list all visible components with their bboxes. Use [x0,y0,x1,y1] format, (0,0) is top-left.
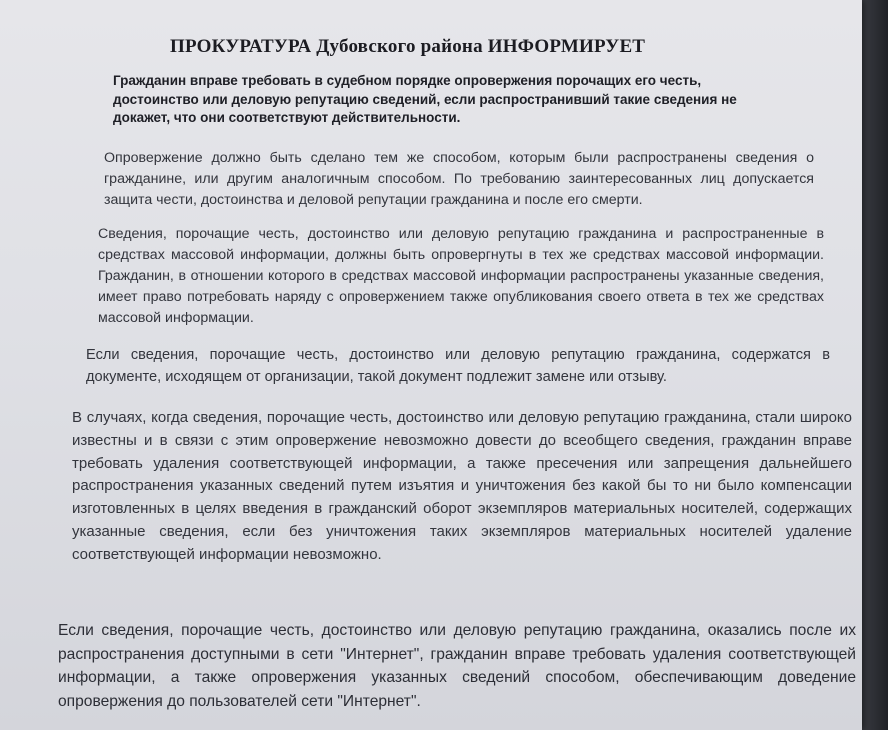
paragraph-1: Опровержение должно быть сделано тем же способом, которым были распространены сведения о гражданине, или другим аналогичным способом. По требованию заинтересованных лиц допускается защита чести, достоинства и деловой репутации гражданина и после его смерти. [104,150,814,208]
background-surface [862,0,888,730]
paragraph-5: Если сведения, порочащие честь, достоинство или деловую репутацию гражданина, оказались после их распространения доступными в сети "Интернет", гражданин вправе требовать удаления соответствующей информации, а также опровержения указанных сведений способом, обеспечивающим доведение опровержения до пользователей сети "Интернет". [58,622,856,710]
paragraph-3: Если сведения, порочащие честь, достоинство или деловую репутацию гражданина, содержатся в документе, исходящем от организации, такой документ подлежит замене или отзыву. [86,347,830,385]
paragraph-4: В случаях, когда сведения, порочащие честь, достоинство или деловую репутацию гражданина, стали широко известны и в связи с этим опровержение невозможно довести до всеобщего сведения, гражданин вправе требовать удаления соответствующей информации, а также пресечения или запрещения дальнейшего распространения указанных сведений путем изъятия и уничтожения без какой бы то ни было компенсации изготовленных в целях введения в гражданский оборот экземпляров материальных носителей, содержащих указанные сведения, если без уничтожения таких экземпляров материальных носителей удаление соответствующей информации невозможно. [72,409,852,563]
paragraph-2: Сведения, порочащие честь, достоинство или деловую репутацию гражданина и распространенные в средствах массовой информации, должны быть опровергнуты в тех же средствах массовой информации. Гражданин, в отношении которого в средствах массовой информации распространены указанные сведения, имеет право потребовать наряду с опровержением также опубликования своего ответа в тех же средствах массовой информации. [98,226,824,326]
page-title: ПРОКУРАТУРА Дубовского района ИНФОРМИРУЕТ [170,36,646,57]
lead-paragraph: Гражданин вправе требовать в судебном порядке опровержения порочащих его честь, достоинство или деловую репутацию сведений, если распространивший такие сведения не докажет, что они соответствуют действительности. [113,73,737,125]
